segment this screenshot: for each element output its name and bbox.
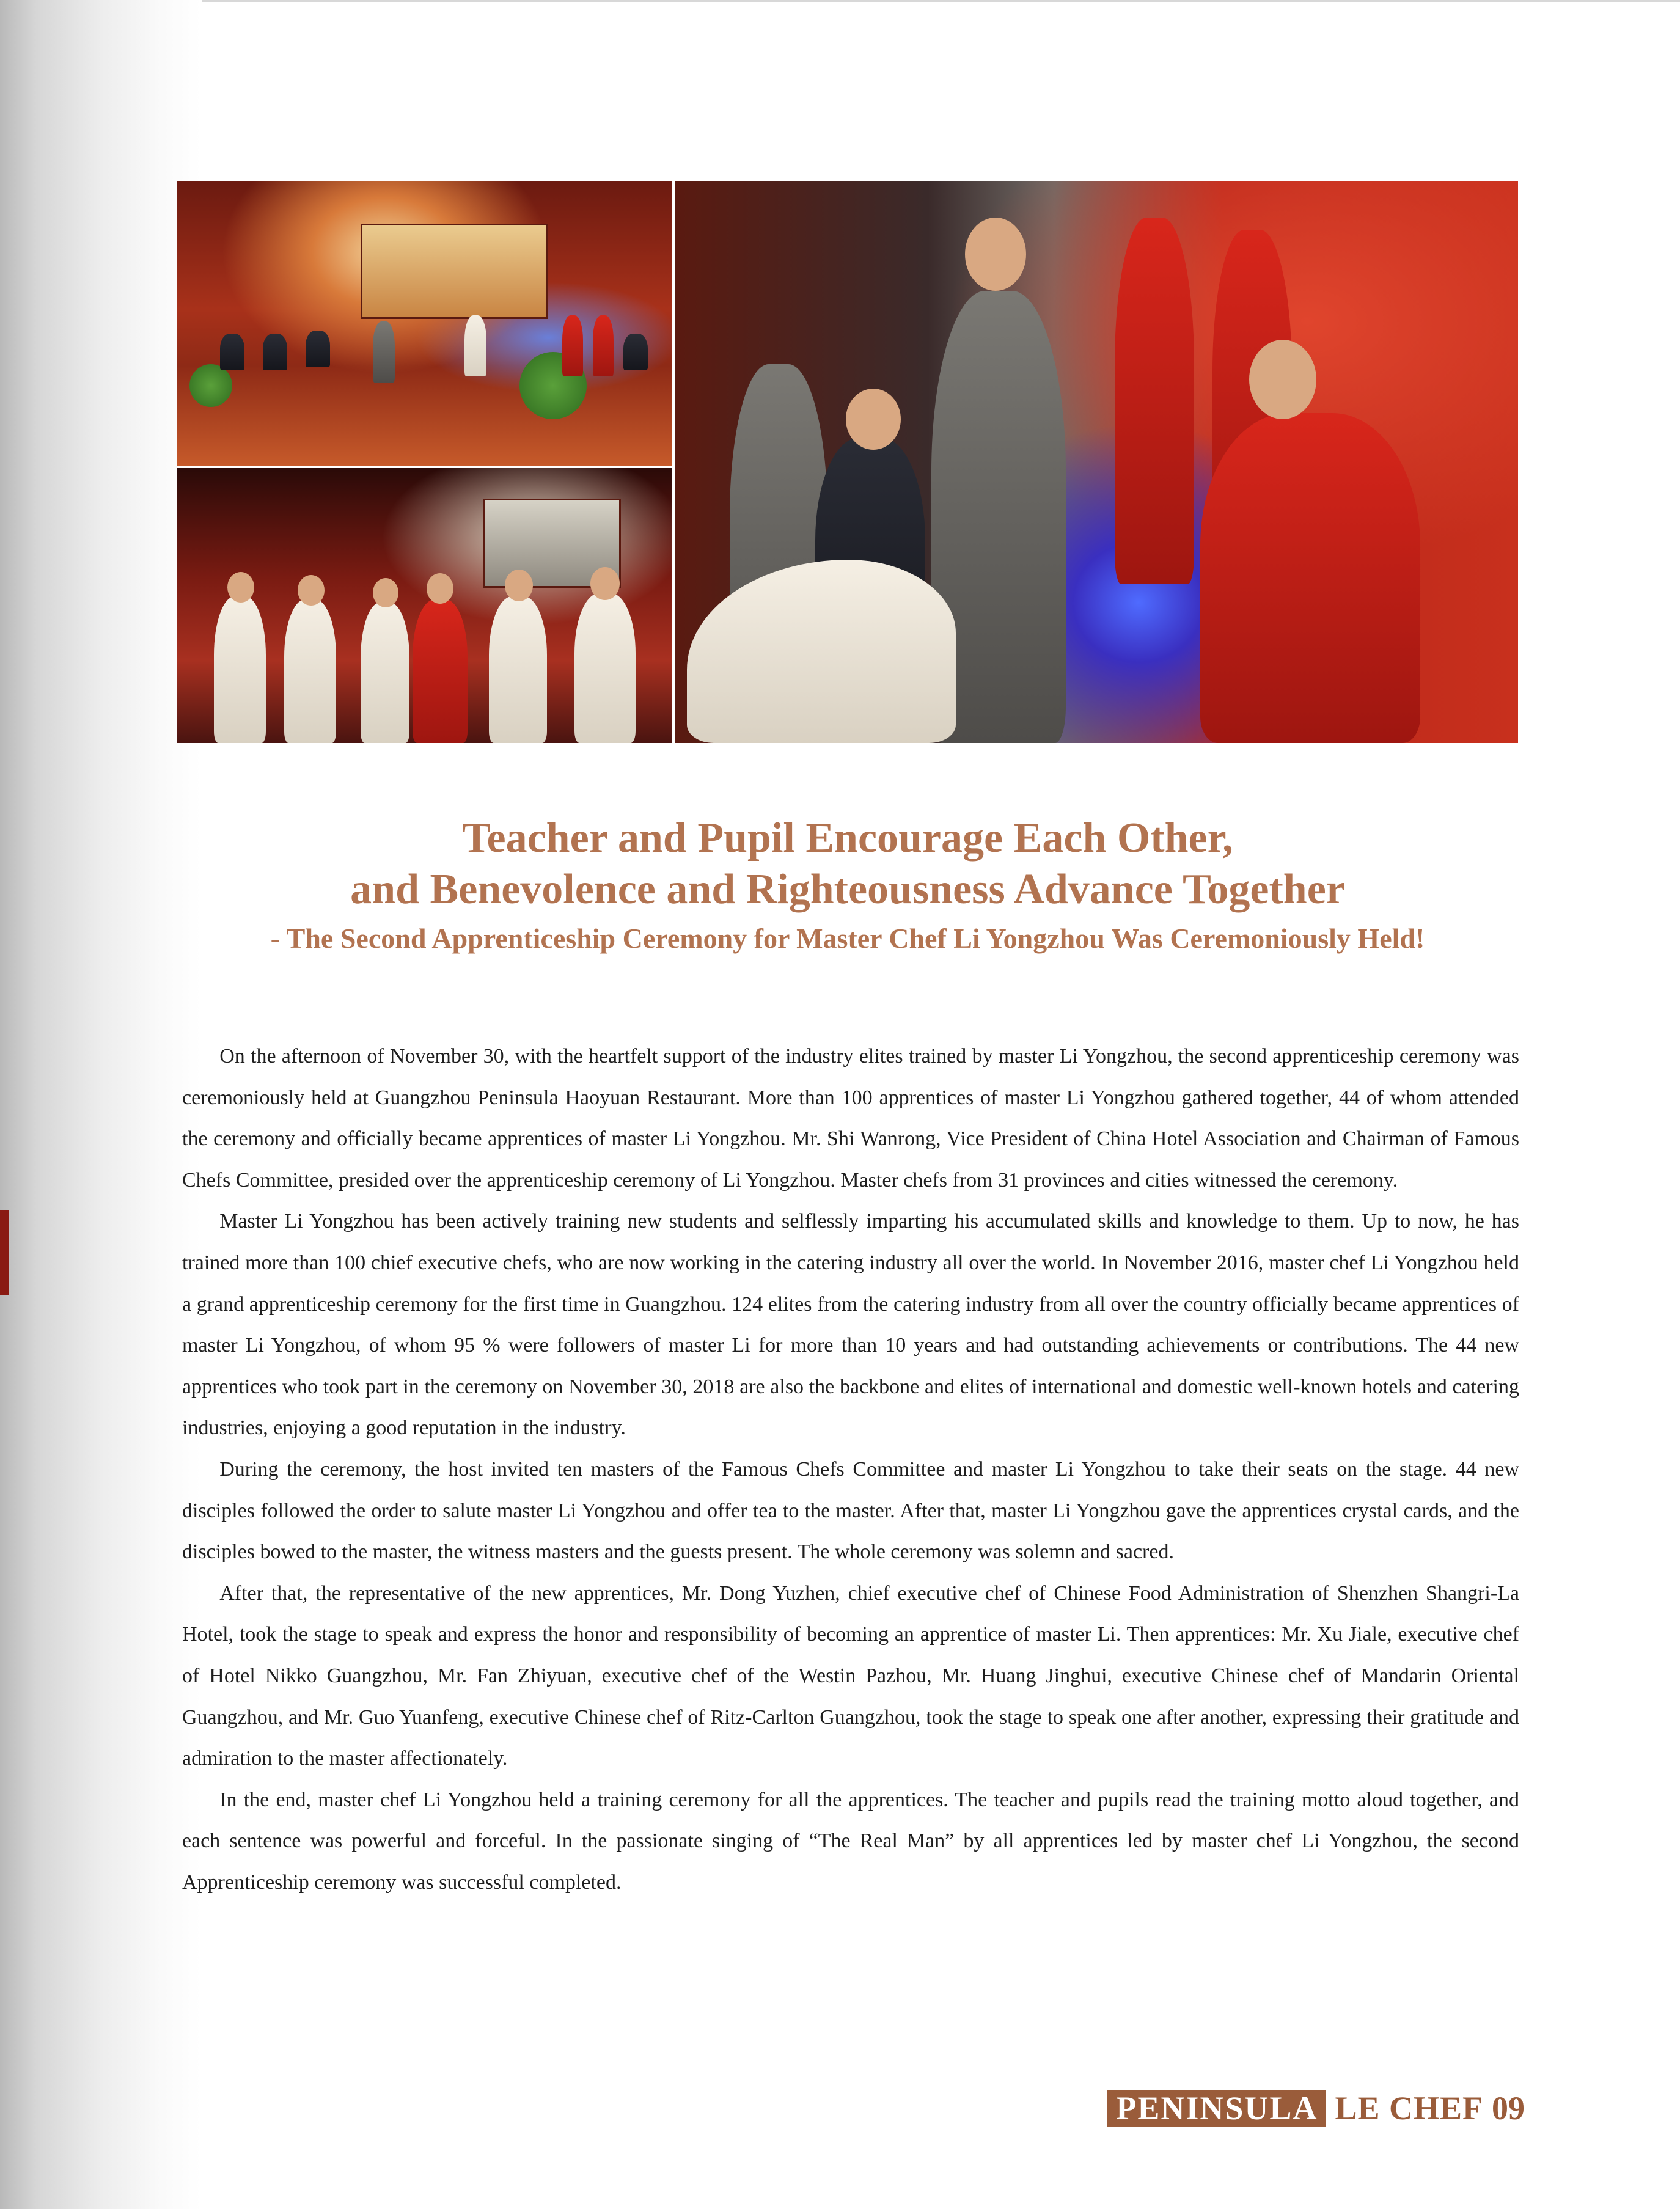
hostess-in-red (562, 315, 583, 376)
paragraph-4: After that, the representative of the new apprentices, Mr. Dong Yuzhen, chief executive chef of Chinese Food Administration of Shenzhen Shangri-La Hotel, took the stage to speak and express the honor and responsibility of becoming an apprentice of master Li. Then apprentices: Mr. Xu Jiale, executive chef of Hotel Nikko Guangzhou, Mr. Fan Zhiyuan, executive chef of the Westin Pazhou, Mr. Huang Jinghui, executive Chinese chef of Mandarin Oriental Guangzhou, and Mr. Guo Yuanfeng, executive Chinese chef of Ritz-Carlton Guangzhou, took the stage to speak one after another, expressing their gratitude and admiration to the master affectionately. (182, 1581, 1519, 1770)
guest-head (846, 389, 901, 450)
chef-in-white (284, 599, 336, 743)
footer-brand: PENINSULA (1107, 2090, 1326, 2127)
seated-master (1200, 413, 1420, 743)
article-body (182, 1036, 1519, 1903)
standing-host (373, 321, 395, 383)
bowing-apprentice (687, 560, 956, 743)
footer-magazine-name: LE CHEF (1335, 2090, 1483, 2127)
paragraph-5: In the end, master chef Li Yongzhou held a training ceremony for all the apprentices. The teacher and pupils read the training motto aloud together, and each sentence was powerful and forceful. In the passionate singing of “The Real Man” by all apprentices led by master chef Li Yongzhou, the second Apprenticeship ceremony was successful completed. (182, 1788, 1519, 1894)
chef-in-white (361, 603, 409, 743)
paragraph-3: During the ceremony, the host invited ten masters of the Famous Chefs Committee and master Li Yongzhou to take their seats on the stage. 44 new disciples followed the order to salute master Li Yongzhou and offer tea to the master. After that, master Li Yongzhou gave the apprentices crystal cards, and the disciples bowed to the master, the witness masters and the guests present. The whole ceremony was solemn and sacred. (182, 1457, 1519, 1564)
paragraph-1: On the afternoon of November 30, with the heartfelt support of the industry elites trained by master Li Yongzhou, the second apprenticeship ceremony was ceremoniously held at Guangzhou Peninsula Haoyuan Restaurant. More than 100 apprentices of master Li Yongzhou gathered together, 44 of whom attended the ceremony and officially became apprentices of master Li Yongzhou. Mr. Shi Wanrong, Vice President of China Hotel Association and Chairman of Famous Chefs Committee, presided over the apprenticeship ceremony of Li Yongzhou. Master chefs from 31 provinces and cities witnessed the ceremony. (182, 1045, 1519, 1192)
master-head (427, 573, 453, 604)
headline-line-1: Teacher and Pupil Encourage Each Other, (462, 815, 1233, 862)
chef-in-white (214, 596, 266, 743)
subtitle: - The Second Apprenticeship Ceremony for Master Chef Li Yongzhou Was Ceremoniously Held! (270, 923, 1425, 954)
seated-guest (306, 331, 330, 367)
hostess-in-red (593, 315, 614, 376)
chef-head (373, 578, 398, 607)
master-head (1249, 340, 1316, 419)
headline-line-2: and Benevolence and Righteousness Advance Together (350, 866, 1345, 913)
seated-guest (263, 334, 287, 370)
page-number: 09 (1492, 2090, 1525, 2127)
seated-guest (220, 334, 244, 370)
chefs-line-up-photo (177, 468, 672, 743)
seated-guest (623, 334, 648, 370)
chef-in-white (489, 596, 547, 743)
chef-in-white (574, 593, 636, 743)
top-edge-rule (0, 0, 1680, 2)
page-footer (1107, 2090, 1525, 2127)
witness-head (965, 218, 1026, 291)
hostess-in-qipao (1115, 218, 1194, 584)
chef-head (227, 572, 254, 603)
chef-head (505, 570, 533, 601)
master-in-red (413, 599, 468, 743)
stage-ceremony-photo (177, 181, 672, 466)
page-spine-shadow (0, 0, 202, 2209)
chef-head (590, 567, 620, 600)
chef-on-stage (464, 315, 486, 376)
crystal-card-presentation-photo (675, 181, 1518, 743)
spine-color-tab (0, 1210, 9, 1295)
chef-head (298, 575, 325, 606)
potted-plant (189, 364, 232, 407)
paragraph-2: Master Li Yongzhou has been actively training new students and selflessly imparting his accumulated skills and knowledge to them. Up to now, he has trained more than 100 chief executive chefs, who are now working in the catering industry all over the world. In November 2016, master chef Li Yongzhou held a grand apprenticeship ceremony for the first time in Guangzhou. 124 elites from the catering industry from all over the country officially became apprentices of master Li Yongzhou, of whom 95 % were followers of master Li for more than 10 years and had outstanding achievements or contributions. The 44 new apprentices who took part in the ceremony on November 30, 2018 are also the backbone and elites of international and domestic well-known hotels and catering industries, enjoying a good reputation in the industry. (182, 1210, 1519, 1440)
stage-screen (361, 224, 548, 319)
